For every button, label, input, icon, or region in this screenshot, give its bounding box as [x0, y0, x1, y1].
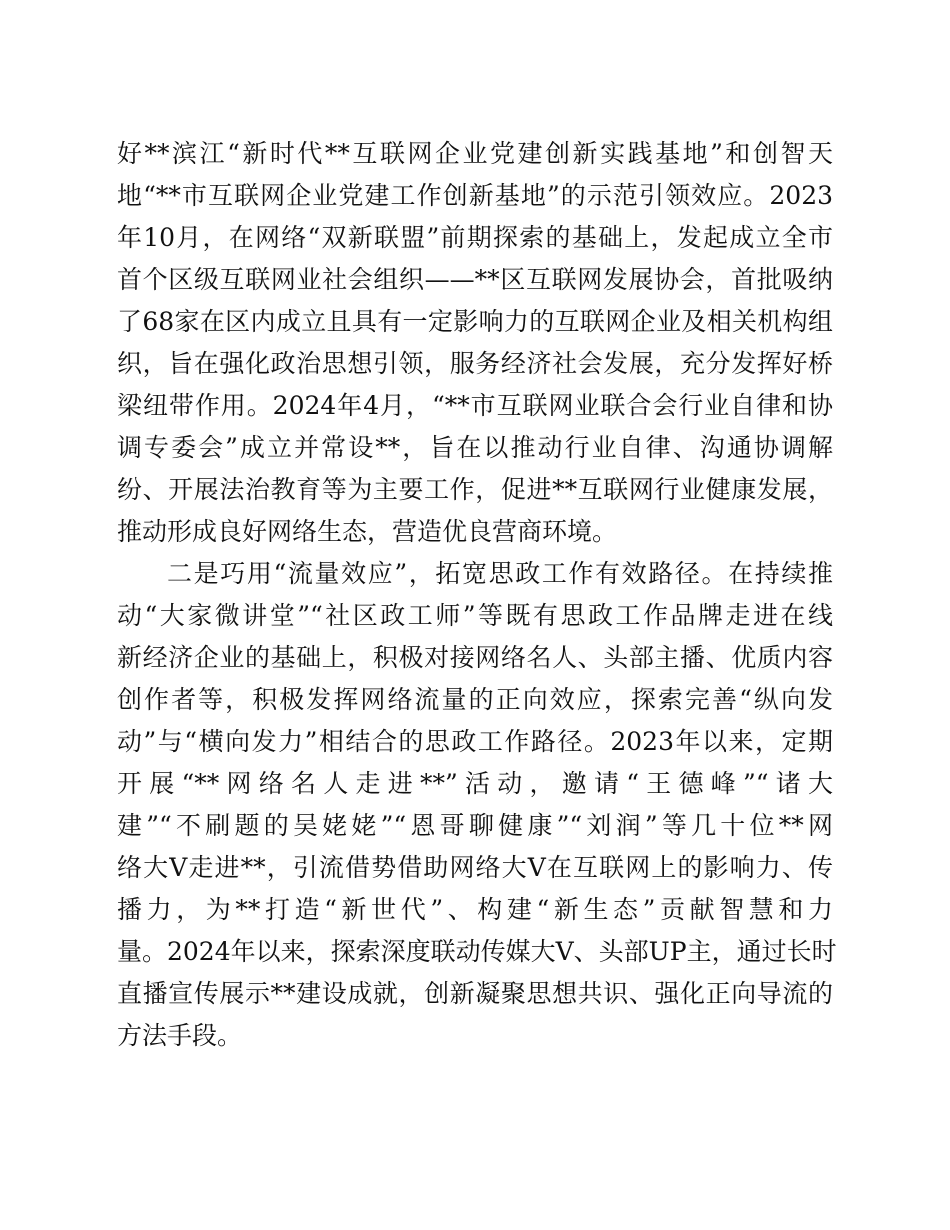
- text-line: 地“**市互联网企业党建工作创新基地”的示范引领效应。2023: [117, 181, 833, 210]
- text-line: 首个区级互联网业社会组织——**区互联网发展协会，首批吸纳: [117, 265, 833, 294]
- text-line: 动“大家微讲堂”“社区政工师”等既有思政工作品牌走进在线: [117, 601, 833, 630]
- text-line: 调专委会”成立并常设**，旨在以推动行业自律、沟通协调解: [117, 433, 833, 462]
- text-line: 推动形成良好网络生态，营造优良营商环境。: [117, 517, 618, 546]
- paragraph-2: [117, 553, 837, 1057]
- text-line: 播力，为**打造“新世代”、构建“新生态”贡献智慧和力: [117, 895, 833, 924]
- text-line: 方法手段。: [117, 1021, 243, 1050]
- text-line: 织，旨在强化政治思想引领，服务经济社会发展，充分发挥好桥: [117, 349, 833, 378]
- text-line: 量。2024年以来，探索深度联动传媒大V、头部UP主，通过长时: [117, 937, 837, 966]
- text-line: 好**滨江“新时代**互联网企业党建创新实践基地”和创智天: [117, 139, 833, 168]
- text-line: 建”“不刷题的吴姥姥”“恩哥聊健康”“刘润”等几十位**网: [117, 811, 833, 840]
- text-line: 梁纽带作用。2024年4月，“**市互联网业联合会行业自律和协: [117, 391, 833, 420]
- text-line: 络大V走进**，引流借势借助网络大V在互联网上的影响力、传: [117, 853, 833, 882]
- text-line: 新经济企业的基础上，积极对接网络名人、头部主播、优质内容: [117, 643, 833, 672]
- text-line: 直播宣传展示**建设成就，创新凝聚思想共识、强化正向导流的: [117, 979, 833, 1008]
- paragraph-1: [117, 133, 833, 553]
- text-line: 纷、开展法治教育等为主要工作，促进**互联网行业健康发展，: [117, 475, 833, 504]
- text-line: 二是巧用“流量效应”，拓宽思政工作有效路径。在持续推: [167, 559, 833, 588]
- text-line: 开展“**网络名人走进**”活动，邀请“王德峰”“诸大: [117, 769, 833, 798]
- text-line: 了68家在区内成立且具有一定影响力的互联网企业及相关机构组: [117, 307, 833, 336]
- text-line: 创作者等，积极发挥网络流量的正向效应，探索完善“纵向发: [117, 685, 833, 714]
- text-line: 年10月，在网络“双新联盟”前期探索的基础上，发起成立全市: [117, 223, 833, 252]
- text-line: 动”与“横向发力”相结合的思政工作路径。2023年以来，定期: [117, 727, 833, 756]
- document-body: [117, 133, 837, 1057]
